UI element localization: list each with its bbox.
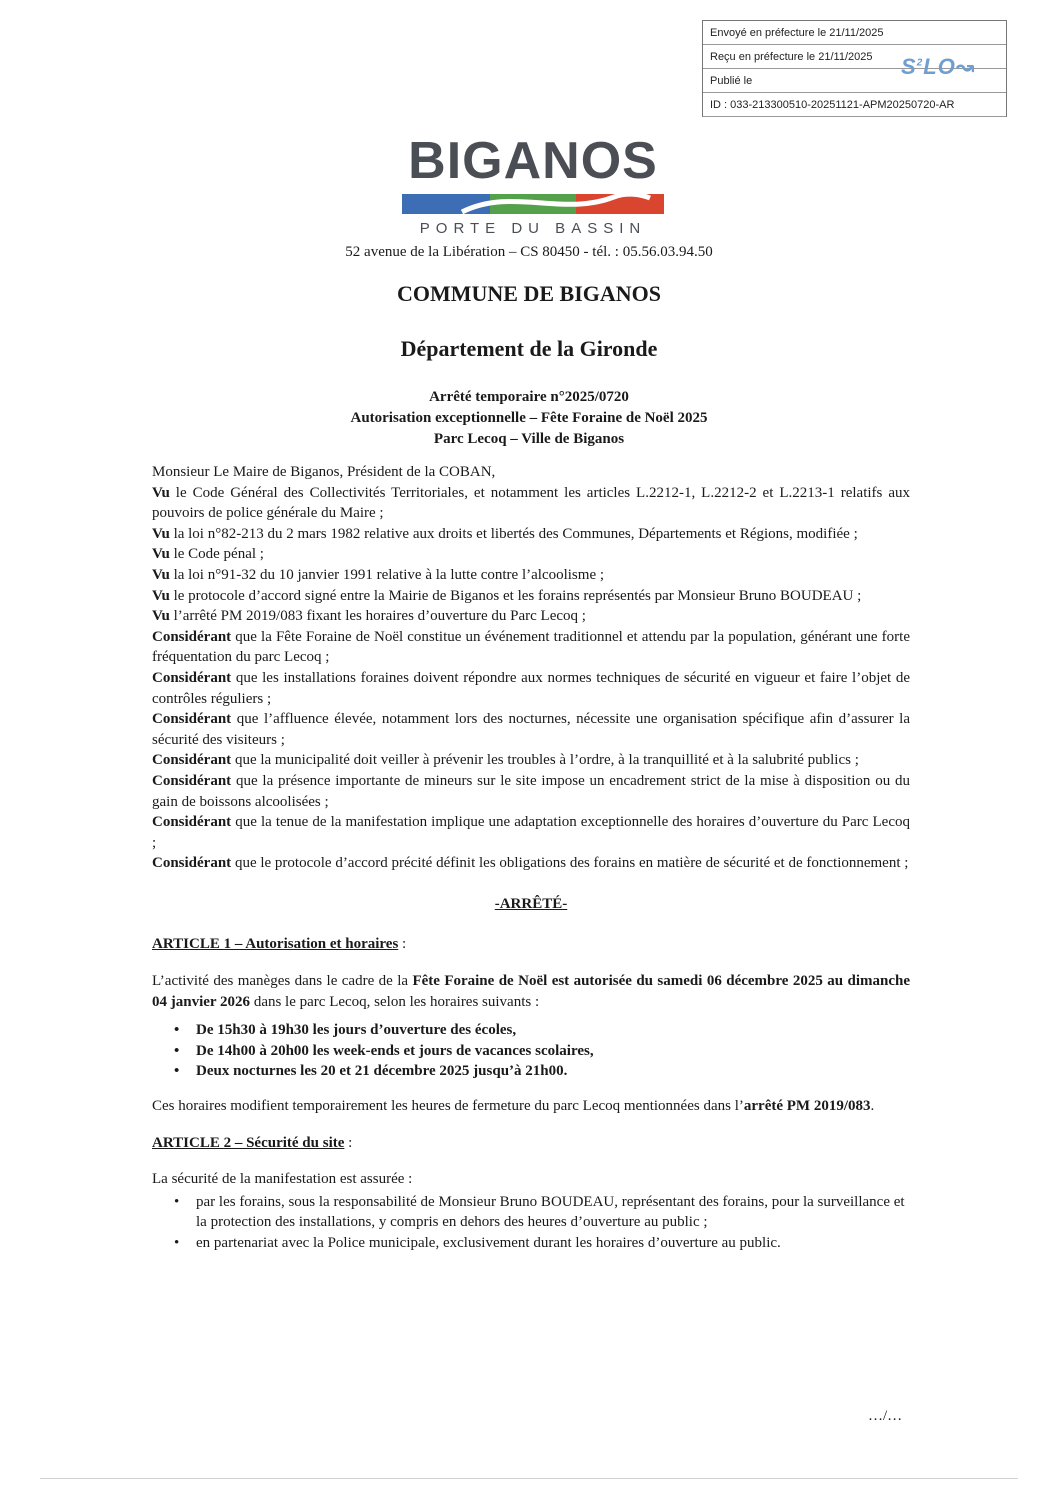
preamble-lead: Vu: [152, 546, 170, 563]
s2lo-swoosh-icon: ↝: [955, 54, 976, 79]
logo-color-band-icon: [402, 191, 664, 217]
article-1-heading: ARTICLE 1 – Autorisation et horaires :: [152, 936, 407, 953]
mairie-address: 52 avenue de la Libération – CS 80450 - tél. : 05.56.03.94.50: [345, 244, 713, 260]
article-2-title: ARTICLE 2 – Sécurité du site: [152, 1134, 345, 1151]
departement-title: Département de la Gironde: [400, 336, 658, 361]
page-continuation: …/…: [868, 1408, 903, 1424]
preamble-lead: Considérant: [152, 752, 232, 769]
arrete-numero: Arrêté temporaire n°2025/0720: [429, 389, 629, 405]
hours-list: [152, 1020, 910, 1082]
preamble-lead: Vu: [152, 608, 170, 625]
preamble-item: Vu le protocole d’accord signé entre la Mairie de Biganos et les forains représentés par Monsieur Bruno BOUDEAU ;: [152, 587, 862, 604]
preamble-lead: Vu: [152, 566, 170, 583]
preamble-item: Vu le Code pénal ;: [152, 546, 264, 563]
article-1-note: Ces horaires modifient temporairement les heures de fermeture du parc Lecoq mentionnées dans l’arrêté PM 2019/083.: [152, 1098, 875, 1115]
document-body: [152, 462, 910, 1254]
logo-wordmark: BIGANOS: [408, 132, 658, 190]
preamble-item: Considérant que l’affluence élevée, notamment lors des nocturnes, nécessite une organisation spécifique afin d’assurer la sécurité des visiteurs ;: [152, 711, 910, 748]
preamble-item: Considérant que la tenue de la manifestation implique une adaptation exceptionnelle des horaires d’ouverture du Parc Lecoq ;: [152, 814, 910, 851]
preamble-lead: Considérant: [152, 772, 232, 789]
preamble-lead: Vu: [152, 484, 170, 501]
stamp-publie: Publié le: [703, 69, 1006, 93]
list-item: • Deux nocturnes les 20 et 21 décembre 2025 jusqu’à 21h00.: [174, 1061, 910, 1082]
arrete-decision-title: -ARRÊTÉ-: [494, 895, 568, 912]
article-1-paragraph: L’activité des manèges dans le cadre de la Fête Foraine de Noël est autorisée du samedi 06 décembre 2025 au dimanche 04 janvier 2026 dans le parc Lecoq, selon les horaires suivants :: [152, 973, 910, 1010]
commune-title: COMMUNE DE BIGANOS: [396, 281, 661, 306]
page-bottom-divider: [40, 1478, 1018, 1479]
preamble-item: Considérant que les installations foraines doivent répondre aux normes techniques de sécurité en vigueur et faire l’objet de contrôles réguliers ;: [152, 669, 910, 707]
article-2-heading: ARTICLE 2 – Sécurité du site :: [152, 1134, 353, 1151]
security-list: [152, 1192, 910, 1254]
article-2-intro: La sécurité de la manifestation est assurée :: [152, 1171, 413, 1188]
arrete-objet: Autorisation exceptionnelle – Fête Foraine de Noël 2025: [350, 410, 708, 426]
stamp-recu: Reçu en préfecture le 21/11/2025: [703, 45, 1006, 69]
article-1-title: ARTICLE 1 – Autorisation et horaires: [152, 936, 399, 953]
preamble-item: Considérant que la présence importante de mineurs sur le site impose un encadrement strict de la mise à disposition ou du gain de boissons alcoolisées ;: [152, 772, 910, 810]
preamble-item: Vu la loi n°82-213 du 2 mars 1982 relative aux droits et libertés des Communes, Départements et Régions, modifiée ;: [152, 525, 858, 542]
arrete-lieu: Parc Lecoq – Ville de Biganos: [433, 431, 625, 447]
preamble-lead: Considérant: [152, 711, 232, 728]
preamble-lead: Considérant: [152, 814, 232, 831]
prefecture-stamp: [702, 20, 1007, 117]
preamble-item: Vu l’arrêté PM 2019/083 fixant les horaires d’ouverture du Parc Lecoq ;: [152, 608, 586, 625]
list-item: • en partenariat avec la Police municipale, exclusivement durant les horaires d’ouverture au public.: [174, 1233, 910, 1254]
preamble-lead: Considérant: [152, 628, 232, 645]
stamp-envoye: Envoyé en préfecture le 21/11/2025: [703, 21, 1006, 45]
list-item: • De 14h00 à 20h00 les week-ends et jours de vacances scolaires,: [174, 1041, 910, 1062]
stamp-id: ID : 033-213300510-20251121-APM20250720-AR: [703, 93, 1006, 117]
list-item: • par les forains, sous la responsabilité de Monsieur Bruno BOUDEAU, représentant des forains, pour la surveillance et la protection des installations, y compris en dehors des heures d’ouverture au public ;: [174, 1192, 910, 1233]
preamble-lead: Considérant: [152, 855, 232, 872]
logo-tagline: PORTE DU BASSIN: [419, 220, 647, 237]
biganos-logo: [402, 131, 664, 236]
preamble-lead: Vu: [152, 587, 170, 604]
preamble-item: Considérant que le protocole d’accord précité définit les obligations des forains en matière de sécurité et de fonctionnement ;: [152, 855, 909, 872]
s2lo-logo: $S^2LO↝$: [901, 54, 976, 79]
preamble-item: Vu le Code Général des Collectivités Territoriales, et notamment les articles L.2212-1, L.2212-2 et L.2213-1 relatifs aux pouvoirs de police générale du Maire ;: [152, 484, 910, 522]
preamble-lead: Considérant: [152, 669, 232, 686]
preamble-item: Considérant que la municipalité doit veiller à prévenir les troubles à l’ordre, à la tranquillité et à la salubrité publics ;: [152, 752, 859, 769]
arrete-heading: [0, 387, 1058, 450]
preamble-lead: Vu: [152, 525, 170, 542]
preamble-intro: Monsieur Le Maire de Biganos, Président de la COBAN,: [152, 464, 496, 480]
preamble-item: Considérant que la Fête Foraine de Noël constitue un événement traditionnel et attendu par la population, générant une forte fréquentation du parc Lecoq ;: [152, 628, 910, 666]
preamble-item: Vu la loi n°91-32 du 10 janvier 1991 relative à la lutte contre l’alcoolisme ;: [152, 566, 605, 583]
list-item: • De 15h30 à 19h30 les jours d’ouverture des écoles,: [174, 1020, 910, 1041]
